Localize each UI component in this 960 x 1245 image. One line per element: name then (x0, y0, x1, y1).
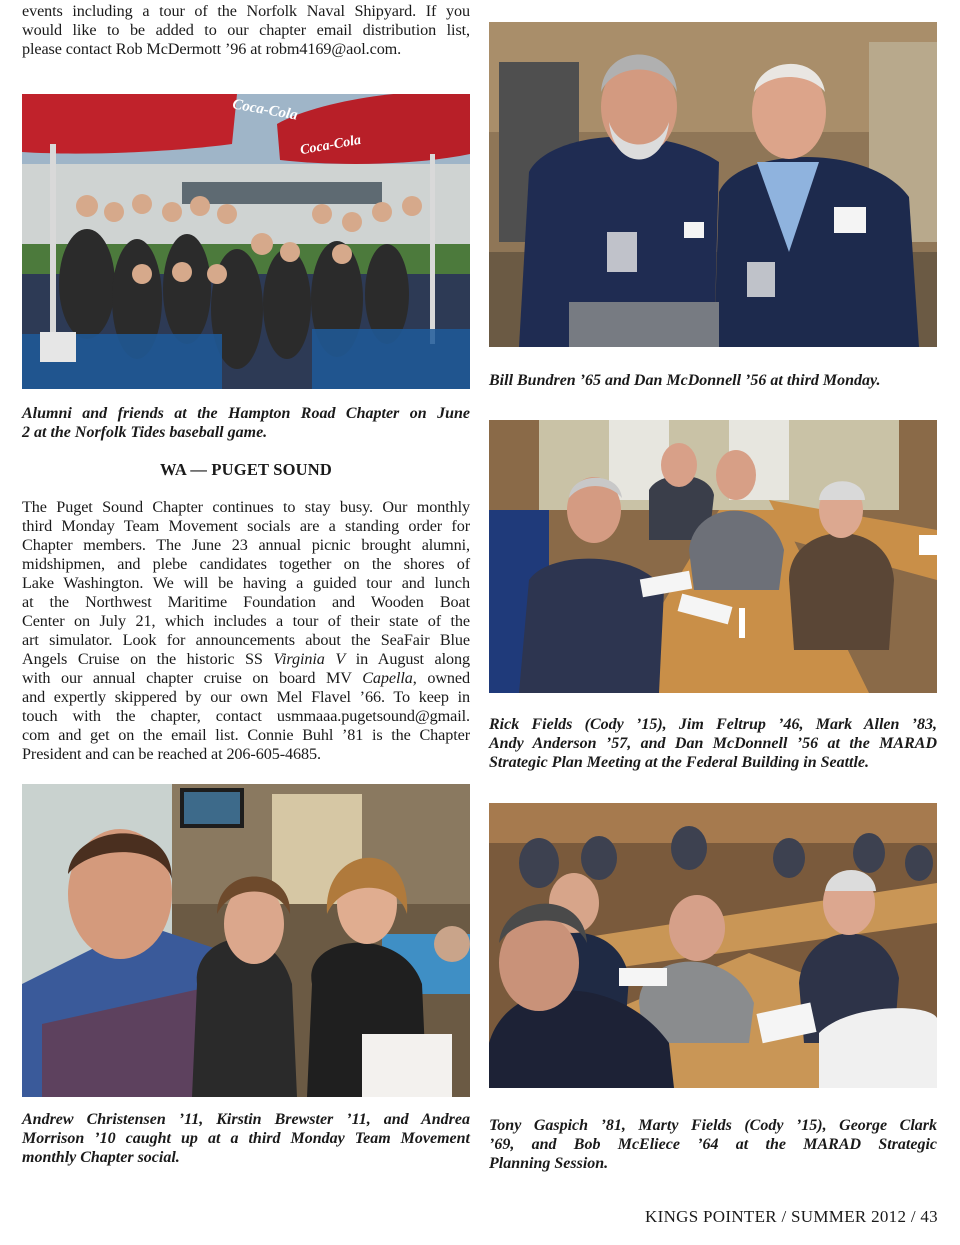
caption-line: ’69, and Bob McEliece ’64 at the MARAD Strategic (489, 1136, 937, 1153)
intro-line: would like to be added to our chapter email distribution list, (22, 21, 470, 39)
puget-sound-paragraph (22, 498, 470, 764)
puget-line-ship (22, 650, 470, 669)
caption-line: Bill Bundren ’65 and Dan McDonnell ’56 at third Monday. (489, 372, 881, 389)
puget-line: Chapter members. The June 23 annual picnic brought alumni, (22, 536, 470, 554)
caption-bundren-mcdonnell (489, 371, 937, 390)
caption-line: Alumni and friends at the Hampton Road Chapter on June (22, 405, 470, 422)
caption-marad-meeting-federal-building (489, 715, 937, 772)
ship-name-virginia-v: Virginia V (273, 650, 346, 668)
caption-line: Morrison ’10 caught up at a third Monday Team Movement (22, 1130, 470, 1147)
caption-line: Andrew Christensen ’11, Kirstin Brewster ’11, and Andrea (22, 1111, 470, 1128)
page-footer: KINGS POINTER / SUMMER 2012 / 43 (645, 1207, 938, 1226)
puget-line: midshipmen, and plebe candidates together on the shores of (22, 555, 470, 573)
caption-line: Strategic Plan Meeting at the Federal Building in Seattle. (489, 754, 870, 771)
ship-name-capella: Capella (362, 669, 413, 687)
umbrella-logo-left: Coca-Cola (231, 96, 299, 124)
puget-line-ship (22, 669, 470, 688)
puget-line: third Monday Team Movement socials are a standing order for (22, 517, 470, 535)
puget-line: touch with the chapter, contact usmmaaa.pugetsound@gmail. (22, 707, 470, 725)
caption-line: 2 at the Norfolk Tides baseball game. (22, 424, 268, 441)
caption-line: Planning Session. (489, 1155, 609, 1172)
caption-line: Rick Fields (Cody ’15), Jim Feltrup ’46, Mark Allen ’83, (489, 716, 937, 733)
puget-line: The Puget Sound Chapter continues to stay busy. Our monthly (22, 498, 470, 516)
caption-third-monday-social (22, 1110, 470, 1167)
umbrella-logo-right: Coca-Cola (299, 132, 363, 159)
caption-line: Tony Gaspich ’81, Marty Fields (Cody ’15), George Clark (489, 1117, 937, 1134)
puget-line: President and can be reached at 206-605-4685. (22, 745, 321, 763)
puget-line: Center on July 21, which includes a tour of their state of the (22, 612, 470, 630)
photo-bundren-mcdonnell (489, 22, 937, 347)
puget-line: com and get on the email list. Connie Buhl ’81 is the Chapter (22, 726, 470, 744)
section-heading: WA — PUGET SOUND (159, 460, 333, 479)
text-segment: with our annual chapter cruise on board MV (22, 669, 363, 687)
photo-marad-planning-session (489, 803, 937, 1088)
photo-marad-meeting-federal-building (489, 420, 937, 693)
intro-line: events including a tour of the Norfolk Naval Shipyard. If you (22, 2, 470, 20)
puget-line: at the Northwest Maritime Foundation and Wooden Boat (22, 593, 470, 611)
text-segment: , owned (412, 669, 470, 687)
text-segment: Angels Cruise on the historic SS (22, 650, 274, 668)
caption-line: monthly Chapter social. (22, 1149, 180, 1166)
photo-hampton-roads-baseball (22, 94, 470, 389)
caption-marad-planning-session (489, 1116, 937, 1173)
intro-line: please contact Rob McDermott ’96 at robm4169@aol.com. (22, 40, 402, 58)
puget-line: and expertly skippered by our own Mel Flavel ’66. To keep in (22, 688, 470, 706)
intro-paragraph (22, 2, 470, 59)
photo-third-monday-social (22, 784, 470, 1097)
puget-line: Lake Washington. We will be having a guided tour and lunch (22, 574, 470, 592)
text-segment: in August along (345, 650, 470, 668)
caption-line: Andy Anderson ’57, and Dan McDonnell ’56 at the MARAD (489, 735, 937, 752)
caption-hampton-roads (22, 404, 470, 442)
puget-line: art simulator. Look for announcements about the SeaFair Blue (22, 631, 470, 649)
